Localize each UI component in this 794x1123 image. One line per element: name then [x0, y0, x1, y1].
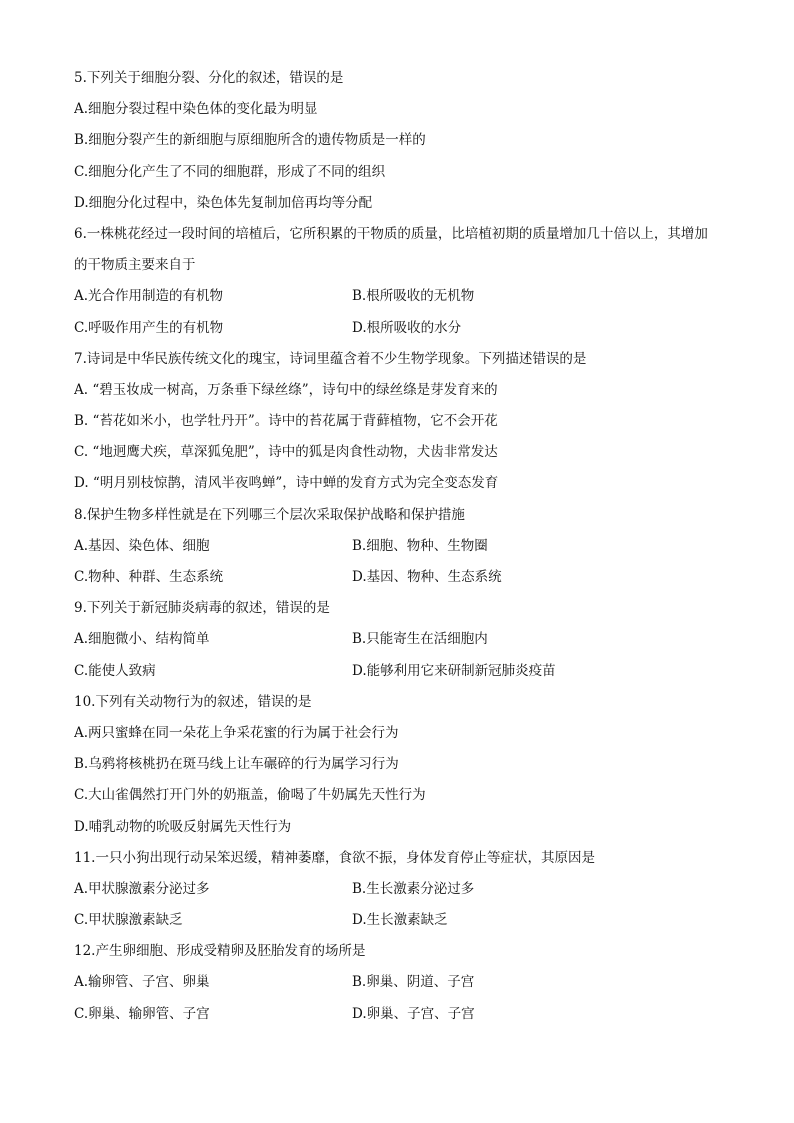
option-d: D.卵巢、子宫、子宫: [352, 1005, 475, 1022]
option-c: C. “地迥鹰犬疾，草深狐兔肥”，诗中的狐是肉食性动物，犬齿非常发达: [74, 444, 498, 461]
question-stem: 5.下列关于细胞分裂、分化的叙述，错误的是: [74, 70, 344, 86]
option-a: A. “碧玉妆成一树高，万条垂下绿丝绦”，诗句中的绿丝绦是芽发育来的: [74, 381, 498, 398]
option-d: D.细胞分化过程中，染色体先复制加倍再均等分配: [74, 194, 373, 211]
option-c: C.细胞分化产生了不同的细胞群，形成了不同的组织: [74, 163, 386, 180]
question-stem: 9.下列关于新冠肺炎病毒的叙述，错误的是: [74, 600, 330, 617]
option-b: B.细胞分裂产生的新细胞与原细胞所含的遗传物质是一样的: [74, 132, 426, 149]
option-b: B.细胞、物种、生物圈: [352, 537, 488, 554]
option-row: [74, 967, 734, 998]
option-a: A.细胞微小、结构简单: [74, 631, 210, 648]
question-stem: 11.一只小狗出现行动呆笨迟缓，精神萎靡，食欲不振，身体发育停止等症状，其原因是: [74, 849, 595, 866]
option-d: D.生长激素缺乏: [352, 912, 448, 929]
option-b: B.根所吸收的无机物: [352, 288, 475, 305]
option-row: [74, 313, 734, 344]
option-b: B.生长激素分泌过多: [352, 880, 475, 897]
option-b: B.卵巢、阴道、子宫: [352, 974, 475, 991]
question-stem: 7.诗词是中华民族传统文化的瑰宝，诗词里蕴含着不少生物学现象。下列描述错误的是: [74, 350, 587, 367]
option-c: C.卵巢、输卵管、子宫: [74, 1005, 210, 1022]
option-a: A.甲状腺激素分泌过多: [74, 880, 210, 897]
option-b: B.只能寄生在活细胞内: [352, 631, 488, 648]
question-stem: 6.一株桃花经过一段时间的培植后，它所积累的干物质的质量，比培植初期的质量增加几十倍以上，其增加: [74, 225, 708, 242]
option-d: D.能够利用它来研制新冠肺炎疫苗: [352, 662, 556, 679]
option-d: D.哺乳动物的吮吸反射属先天性行为: [74, 818, 292, 835]
option-row: [74, 874, 734, 905]
option-a: A.细胞分裂过程中染色体的变化最为明显: [74, 101, 318, 118]
option-row: [74, 531, 734, 562]
question-7: [74, 344, 734, 500]
option-row: [74, 656, 734, 687]
option-row: [74, 905, 734, 936]
option-a: A.两只蜜蜂在同一朵花上争采花蜜的行为属于社会行为: [74, 724, 399, 741]
question-6: [74, 219, 734, 344]
option-a: A.基因、染色体、细胞: [74, 537, 210, 554]
option-a: A.光合作用制造的有机物: [74, 288, 224, 305]
option-a: A.输卵管、子宫、卵巢: [74, 974, 210, 991]
question-8: [74, 500, 734, 594]
option-c: C.呼吸作用产生的有机物: [74, 319, 224, 336]
question-11: [74, 843, 734, 937]
question-5: [74, 63, 734, 219]
question-stem: 12.产生卵细胞、形成受精卵及胚胎发育的场所是: [74, 943, 366, 960]
question-stem-continued: 的干物质主要来自于: [74, 257, 196, 274]
option-d: D.根所吸收的水分: [352, 319, 462, 336]
exam-page: [74, 63, 734, 1030]
option-row: [74, 624, 734, 655]
option-row: [74, 562, 734, 593]
option-c: C.大山雀偶然打开门外的奶瓶盖，偷喝了牛奶属先天性行为: [74, 787, 426, 804]
option-b: B. “苔花如米小，也学牡丹开”。诗中的苔花属于背藓植物，它不会开花: [74, 413, 498, 430]
option-row: [74, 281, 734, 312]
option-row: [74, 999, 734, 1030]
question-12: [74, 936, 734, 1030]
option-d: D. “明月别枝惊鹊，清风半夜鸣蝉”，诗中蝉的发育方式为完全变态发育: [74, 475, 499, 492]
option-c: C.物种、种群、生态系统: [74, 569, 224, 585]
option-b: B.乌鸦将核桃扔在斑马线上让车碾碎的行为属学习行为: [74, 756, 399, 773]
question-stem: 8.保护生物多样性就是在下列哪三个层次采取保护战略和保护措施: [74, 506, 465, 523]
question-stem: 10.下列有关动物行为的叙述，错误的是: [74, 693, 312, 710]
question-10: [74, 687, 734, 843]
option-c: C.甲状腺激素缺乏: [74, 912, 183, 929]
question-9: [74, 593, 734, 687]
option-d: D.基因、物种、生态系统: [352, 569, 502, 585]
option-c: C.能使人致病: [74, 662, 156, 679]
